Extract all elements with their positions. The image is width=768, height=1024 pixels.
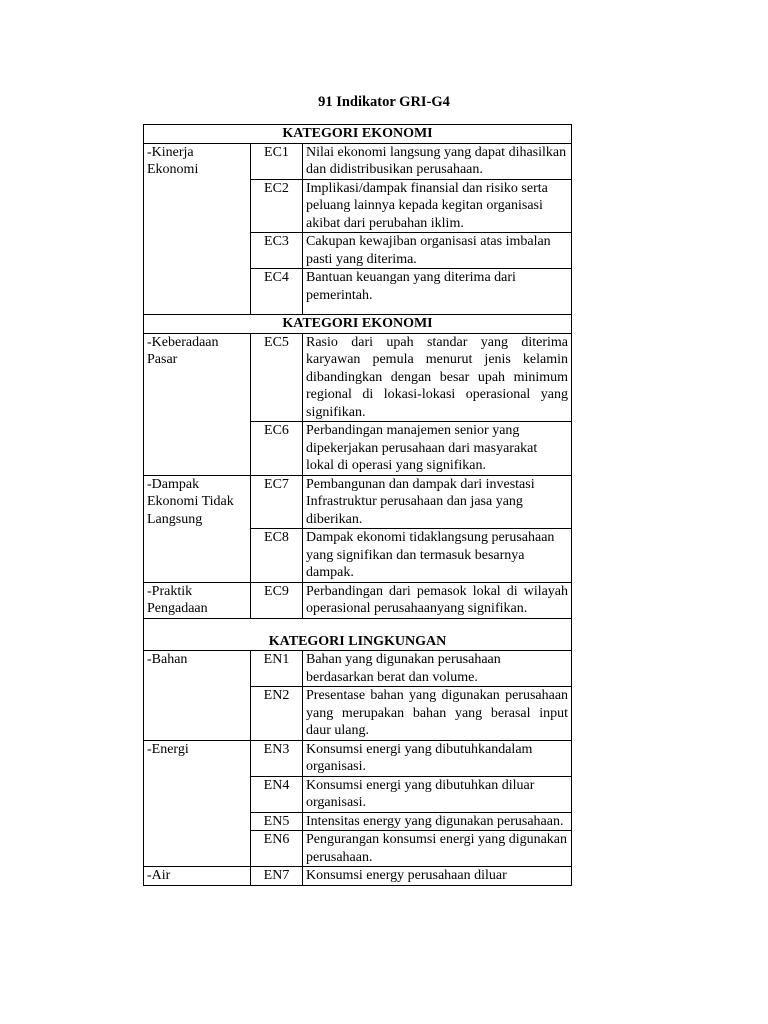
indicator-description: Perbandingan dari pemasok lokal di wilayah operasional perusahaanyang signifikan. — [303, 582, 572, 618]
indicator-code: EC9 — [251, 582, 303, 618]
aspect-label: -Air — [144, 867, 251, 886]
indicator-description: Intensitas energy yang digunakan perusahaan. — [303, 812, 572, 831]
aspect-label: -Bahan — [144, 651, 251, 741]
indicator-row — [144, 475, 572, 529]
indicator-code: EN7 — [251, 867, 303, 886]
indicator-code: EC2 — [251, 179, 303, 233]
indicator-code: EN1 — [251, 651, 303, 687]
indicator-row — [144, 867, 572, 886]
indicator-row — [144, 143, 572, 179]
indicator-code: EC3 — [251, 233, 303, 269]
indicator-description: Pembangunan dan dampak dari investasi Infrastruktur perusahaan dan jasa yang diberikan. — [303, 475, 572, 529]
aspect-label: -Energi — [144, 740, 251, 867]
indicator-row — [144, 582, 572, 618]
indicator-code: EN5 — [251, 812, 303, 831]
indicator-row — [144, 651, 572, 687]
indicator-description: Konsumsi energi yang dibutuhkandalam organisasi. — [303, 740, 572, 776]
indicator-code: EN6 — [251, 831, 303, 867]
indicator-code: EC4 — [251, 269, 303, 315]
indicator-code: EN2 — [251, 687, 303, 741]
aspect-label: -Praktik Pengadaan — [144, 582, 251, 618]
indicator-description: Rasio dari upah standar yang diterima karyawan pemula menurut jenis kelamin dibandingkan dengan besar upah minimum regional di lokasi-lokasi operasional yang signifikan. — [303, 333, 572, 422]
document-title: 91 Indikator GRI-G4 — [318, 94, 450, 110]
indicator-code: EC1 — [251, 143, 303, 179]
indicator-code: EC8 — [251, 529, 303, 583]
indicator-description: Presentase bahan yang digunakan perusahaan yang merupakan bahan yang berasal input daur ulang. — [303, 687, 572, 741]
indicator-description: Konsumsi energy perusahaan diluar — [303, 867, 572, 886]
aspect-label: -Kinerja Ekonomi — [144, 143, 251, 315]
indicator-description: Bantuan keuangan yang diterima dari pemerintah. — [303, 269, 572, 315]
indicator-description: Implikasi/dampak finansial dan risiko serta peluang lainnya kepada kegitan organisasi akibat dari perubahan iklim. — [303, 179, 572, 233]
aspect-label: -Dampak Ekonomi Tidak Langsung — [144, 475, 251, 582]
aspect-label: -Keberadaan Pasar — [144, 333, 251, 475]
indicator-code: EC5 — [251, 333, 303, 422]
category-header: KATEGORI LINGKUNGAN — [144, 618, 572, 651]
indicator-description: Dampak ekonomi tidaklangsung perusahaan yang signifikan dan termasuk besarnya dampak. — [303, 529, 572, 583]
gri-indicator-table — [143, 124, 572, 886]
category-row — [144, 618, 572, 651]
indicator-code: EN3 — [251, 740, 303, 776]
category-header: KATEGORI EKONOMI — [144, 125, 572, 144]
indicator-code: EN4 — [251, 776, 303, 812]
indicator-description: Pengurangan konsumsi energi yang digunakan perusahaan. — [303, 831, 572, 867]
indicator-description: Konsumsi energi yang dibutuhkan diluar organisasi. — [303, 776, 572, 812]
indicator-row — [144, 333, 572, 422]
indicator-description: Bahan yang digunakan perusahaan berdasarkan berat dan volume. — [303, 651, 572, 687]
category-header: KATEGORI EKONOMI — [144, 315, 572, 334]
indicator-description: Nilai ekonomi langsung yang dapat dihasilkan dan didistribusikan perusahaan. — [303, 143, 572, 179]
indicator-code: EC7 — [251, 475, 303, 529]
category-row — [144, 315, 572, 334]
indicator-code: EC6 — [251, 422, 303, 476]
indicator-description: Perbandingan manajemen senior yang dipekerjakan perusahaan dari masyarakat lokal di operasi yang signifikan. — [303, 422, 572, 476]
category-row — [144, 125, 572, 144]
indicator-description: Cakupan kewajiban organisasi atas imbalan pasti yang diterima. — [303, 233, 572, 269]
indicator-row — [144, 740, 572, 776]
